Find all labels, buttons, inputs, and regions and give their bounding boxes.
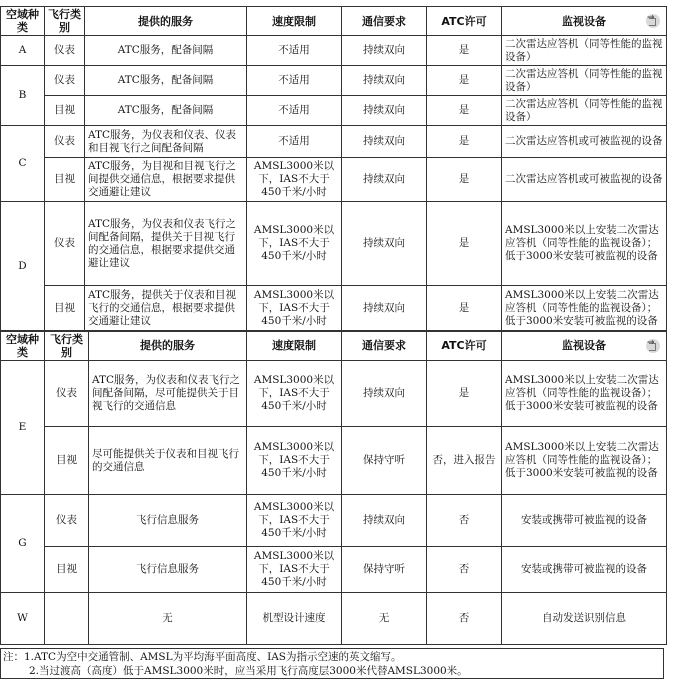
comm-cell: 持续双向: [342, 286, 427, 332]
header-surveillance-label: 监视设备: [562, 14, 606, 28]
service-cell: ATC服务，为仪表和仪表飞行之间配备间隔，提供关于目视飞行的交通信息，根据要求提供交通避让建议: [85, 202, 247, 286]
surveillance-cell: AMSL3000米以上安装二次雷达应答机（同等性能的监视设备）；低于3000米安装可被监视的设备: [502, 286, 667, 332]
speed-cell: AMSL3000米以下，IAS不大于450千米/小时: [247, 158, 342, 202]
header-airspace-class: 空域种类: [1, 331, 45, 361]
service-cell: 尽可能提供关于仪表和目视飞行的交通信息: [89, 427, 247, 495]
note-line-2: 2.当过渡高（高度）低于AMSL3000米时，应当采用飞行高度层3000米代替AMSL3000米。: [29, 665, 468, 677]
table-row: [1, 66, 667, 96]
exit-icon[interactable]: [646, 339, 660, 353]
service-cell: ATC服务，为目视和目视飞行之间提供交通信息，根据要求提供交通避让建议: [85, 158, 247, 202]
comm-cell: 持续双向: [342, 202, 427, 286]
surveillance-cell: AMSL3000米以上安装二次雷达应答机（同等性能的监视设备）；低于3000米安装可被监视的设备: [502, 361, 667, 427]
airspace-class-cell: C: [1, 126, 45, 202]
airspace-class-cell: B: [1, 66, 45, 126]
atc-cell: 是: [427, 96, 502, 126]
comm-cell: 无: [342, 593, 427, 645]
surveillance-cell: AMSL3000米以上安装二次雷达应答机（同等性能的监视设备）；低于3000米安装可被监视的设备: [502, 202, 667, 286]
header-flight-type: 飞行类别: [45, 7, 85, 36]
table-row: [1, 36, 667, 66]
table-notes: [0, 648, 664, 679]
service-cell: ATC服务，为仪表和仪表、仪表和目视飞行之间配备间隔: [85, 126, 247, 158]
surveillance-cell: 自动发送识别信息: [502, 593, 667, 645]
header-service: 提供的服务: [85, 7, 247, 36]
airspace-table-bottom: [0, 330, 667, 645]
atc-cell: 是: [427, 361, 502, 427]
header-atc: ATC许可: [427, 331, 502, 361]
service-cell: ATC服务，配备间隔: [85, 96, 247, 126]
flight-type-cell: 仪表: [45, 66, 85, 96]
atc-cell: 是: [427, 126, 502, 158]
speed-cell: 不适用: [247, 66, 342, 96]
comm-cell: 持续双向: [342, 158, 427, 202]
surveillance-cell: 二次雷达应答机（同等性能的监视设备）: [502, 36, 667, 66]
table-row: [1, 593, 667, 645]
header-airspace-class: 空域种类: [1, 7, 45, 36]
speed-cell: AMSL3000米以下，IAS不大于450千米/小时: [247, 427, 342, 495]
table-row: [1, 126, 667, 158]
speed-cell: 不适用: [247, 96, 342, 126]
comm-cell: 持续双向: [342, 96, 427, 126]
comm-cell: 保持守听: [342, 427, 427, 495]
speed-cell: AMSL3000米以下，IAS不大于450千米/小时: [247, 547, 342, 593]
table-row: [1, 286, 667, 332]
service-cell: ATC服务，提供关于仪表和目视飞行的交通信息，根据要求提供交通避让建议: [85, 286, 247, 332]
flight-type-cell: 目视: [45, 547, 89, 593]
flight-type-cell: 仪表: [45, 361, 89, 427]
service-cell: 飞行信息服务: [89, 547, 247, 593]
flight-type-cell: 目视: [45, 427, 89, 495]
header-comm: 通信要求: [342, 331, 427, 361]
header-atc: ATC许可: [427, 7, 502, 36]
atc-cell: 是: [427, 66, 502, 96]
airspace-class-cell: D: [1, 202, 45, 332]
flight-type-cell: 仪表: [45, 495, 89, 547]
airspace-table-top: [0, 6, 667, 332]
header-speed-limit: 速度限制: [247, 331, 342, 361]
header-surveillance: [502, 331, 667, 361]
service-cell: ATC服务，配备间隔: [85, 36, 247, 66]
atc-cell: 否: [427, 547, 502, 593]
table-row: [1, 547, 667, 593]
surveillance-cell: AMSL3000米以上安装二次雷达应答机（同等性能的监视设备）；低于3000米安装可被监视的设备: [502, 427, 667, 495]
airspace-class-cell: W: [1, 593, 45, 645]
comm-cell: 持续双向: [342, 66, 427, 96]
surveillance-cell: 二次雷达应答机（同等性能的监视设备）: [502, 66, 667, 96]
flight-type-cell: [45, 593, 89, 645]
header-service: 提供的服务: [89, 331, 247, 361]
airspace-class-cell: A: [1, 36, 45, 66]
flight-type-cell: 目视: [45, 286, 85, 332]
speed-cell: 不适用: [247, 36, 342, 66]
flight-type-cell: 仪表: [45, 36, 85, 66]
header-speed-limit: 速度限制: [247, 7, 342, 36]
table-row: [1, 96, 667, 126]
atc-cell: 是: [427, 158, 502, 202]
speed-cell: AMSL3000米以下，IAS不大于450千米/小时: [247, 286, 342, 332]
surveillance-cell: 二次雷达应答机（同等性能的监视设备）: [502, 96, 667, 126]
comm-cell: 持续双向: [342, 361, 427, 427]
speed-cell: 机型设计速度: [247, 593, 342, 645]
table-header-row: [1, 331, 667, 361]
table-header-row: [1, 7, 667, 36]
service-cell: 无: [89, 593, 247, 645]
header-flight-type: 飞行类别: [45, 331, 89, 361]
airspace-class-cell: G: [1, 495, 45, 593]
comm-cell: 持续双向: [342, 126, 427, 158]
surveillance-cell: 安装或携带可被监视的设备: [502, 547, 667, 593]
flight-type-cell: 目视: [45, 158, 85, 202]
airspace-class-cell: E: [1, 361, 45, 495]
atc-cell: 是: [427, 202, 502, 286]
header-comm: 通信要求: [342, 7, 427, 36]
surveillance-cell: 安装或携带可被监视的设备: [502, 495, 667, 547]
flight-type-cell: 仪表: [45, 202, 85, 286]
header-surveillance: [502, 7, 667, 36]
table-row: [1, 202, 667, 286]
speed-cell: AMSL3000米以下，IAS不大于450千米/小时: [247, 361, 342, 427]
speed-cell: AMSL3000米以下，IAS不大于450千米/小时: [247, 495, 342, 547]
service-cell: 飞行信息服务: [89, 495, 247, 547]
service-cell: ATC服务，为仪表和仪表飞行之间配备间隔，尽可能提供关于目视飞行的交通信息: [89, 361, 247, 427]
flight-type-cell: 仪表: [45, 126, 85, 158]
comm-cell: 持续双向: [342, 495, 427, 547]
flight-type-cell: 目视: [45, 96, 85, 126]
atc-cell: 否: [427, 593, 502, 645]
surveillance-cell: 二次雷达应答机或可被监视的设备: [502, 158, 667, 202]
comm-cell: 持续双向: [342, 36, 427, 66]
speed-cell: AMSL3000米以下，IAS不大于450千米/小时: [247, 202, 342, 286]
atc-cell: 是: [427, 286, 502, 332]
surveillance-cell: 二次雷达应答机或可被监视的设备: [502, 126, 667, 158]
atc-cell: 否: [427, 495, 502, 547]
table-row: [1, 158, 667, 202]
service-cell: ATC服务，配备间隔: [85, 66, 247, 96]
speed-cell: 不适用: [247, 126, 342, 158]
table-row: [1, 427, 667, 495]
note-line-1: 注：1.ATC为空中交通管制、AMSL为平均海平面高度、IAS为指示空速的英文缩写。: [3, 651, 402, 663]
table-row: [1, 495, 667, 547]
atc-cell: 是: [427, 36, 502, 66]
atc-cell: 否，进入报告: [427, 427, 502, 495]
table-row: [1, 361, 667, 427]
exit-icon[interactable]: [646, 14, 660, 28]
comm-cell: 保持守听: [342, 547, 427, 593]
header-surveillance-label: 监视设备: [562, 339, 606, 352]
